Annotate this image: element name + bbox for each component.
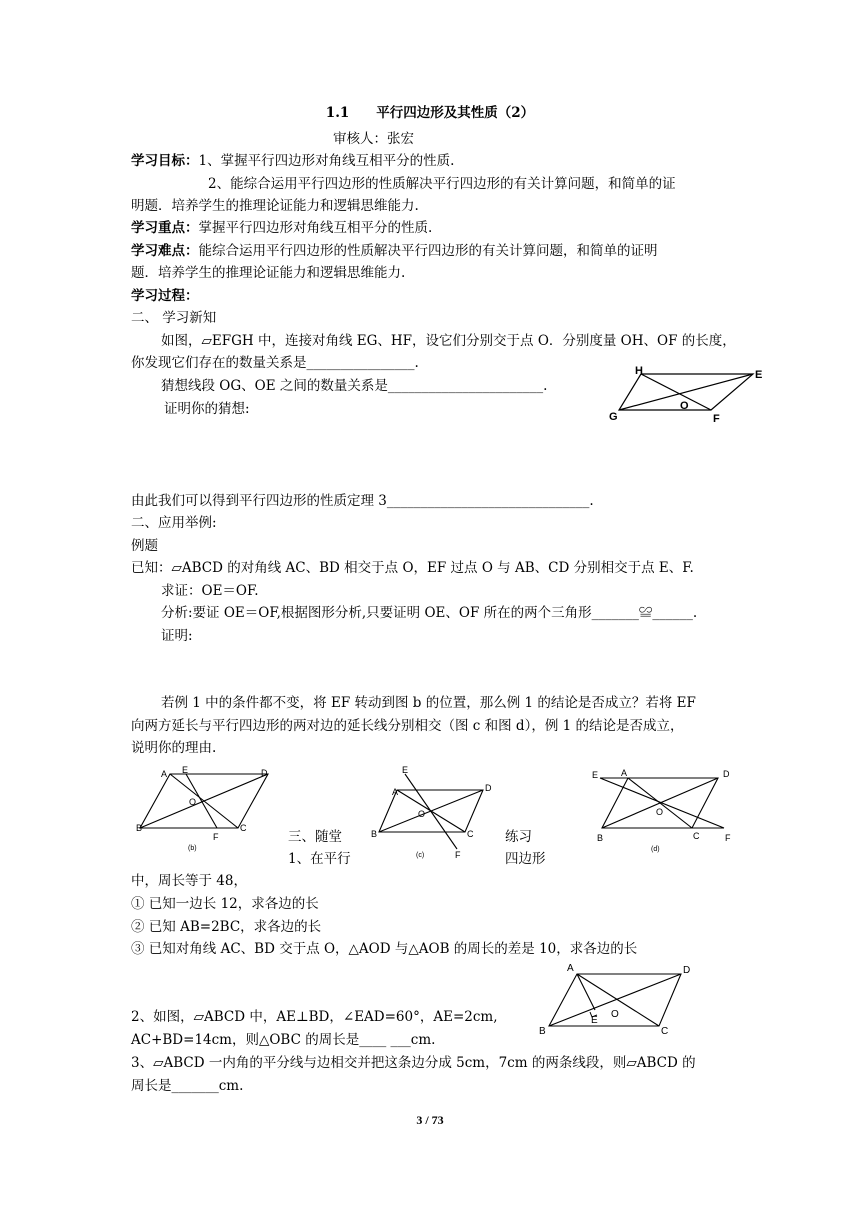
label-h: H bbox=[635, 365, 643, 377]
q2-label-c: C bbox=[661, 1026, 669, 1037]
d-label-f: F bbox=[725, 833, 731, 843]
q2-label-d: D bbox=[683, 965, 691, 976]
goals-label: 学习目标： bbox=[131, 153, 199, 169]
q2-a: 2、如图，▱ABCD 中，AE⊥BD，∠EAD=60°，AE=2cm, bbox=[131, 1009, 498, 1025]
p5-a: 若例 1 中的条件都不变，将 EF 转动到图 b 的位置，那么例 1 的结论是否成立？若将 EF bbox=[161, 695, 696, 711]
section-application: 二、应用举例: bbox=[131, 515, 217, 531]
process-label: 学习过程： bbox=[131, 288, 199, 304]
figure-parallelogram-efgh bbox=[605, 362, 765, 424]
b-label-a: A bbox=[161, 769, 168, 779]
p3: 证明你的猜想: bbox=[164, 401, 250, 417]
figure-d bbox=[588, 765, 738, 855]
known: 已知：▱ABCD 的对角线 AC、BD 相交于点 O，EF 过点 O 与 AB、CD 分别相交于点 E、F. bbox=[131, 560, 694, 576]
key-line bbox=[131, 218, 432, 238]
proof-label: 证明: bbox=[161, 628, 193, 644]
page-number: 3 / 73 bbox=[416, 1113, 444, 1127]
d-caption: (d) bbox=[651, 846, 660, 853]
d-label-b: B bbox=[597, 833, 604, 843]
key-label: 学习重点： bbox=[131, 220, 199, 236]
section-practice-d: 四边形 bbox=[505, 851, 546, 867]
label-o: O bbox=[680, 400, 689, 412]
p1-b: 你发现它们存在的数量关系是________________. bbox=[131, 355, 419, 371]
diff-label: 学习难点： bbox=[131, 243, 199, 259]
c-caption: (c) bbox=[416, 852, 425, 859]
diff-line bbox=[131, 241, 658, 261]
d-label-a: A bbox=[621, 768, 628, 778]
q1-intro: 中，周长等于 48， bbox=[131, 873, 247, 889]
figure-b bbox=[130, 765, 280, 855]
c-label-f: F bbox=[455, 850, 461, 860]
c-label-o: O bbox=[418, 809, 426, 819]
c-label-c: C bbox=[467, 829, 474, 839]
q2-label-e: E bbox=[591, 1015, 598, 1026]
section-practice-a: 三、随堂 bbox=[288, 829, 342, 845]
figure-q2 bbox=[537, 960, 707, 1040]
example-label: 例题 bbox=[131, 538, 158, 554]
d-label-c: C bbox=[693, 831, 700, 841]
label-g: G bbox=[609, 411, 618, 423]
goal1: 1、掌握平行四边形对角线互相平分的性质. bbox=[198, 153, 455, 169]
q1-item-3: ③ 已知对角线 AC、BD 交于点 O，△AOD 与△AOB 的周长的差是 10，求各边的长 bbox=[131, 941, 638, 957]
q3-a: 3、▱ABCD 一内角的平分线与边相交并把这条边分成 5cm，7cm 的两条线段，则▱ABCD 的 bbox=[131, 1055, 696, 1071]
p5-c: 说明你的理由. bbox=[131, 740, 217, 756]
label-f: F bbox=[713, 413, 720, 424]
c-label-d: D bbox=[485, 783, 492, 793]
b-label-e: E bbox=[182, 765, 189, 775]
q2-b: AC+BD=14cm，则△OBC 的周长是____ ___cm. bbox=[131, 1032, 436, 1048]
goal2-b: 明题．培养学生的推理论证能力和逻辑思维能力. bbox=[131, 198, 419, 214]
d-label-d: D bbox=[723, 769, 730, 779]
p1-a: 如图，▱EFGH 中，连接对角线 EG、HF，设它们分别交于点 O．分别度量 OH、OF 的长度， bbox=[161, 333, 736, 349]
d-label-o: O bbox=[656, 807, 664, 817]
q1-item-1: ① 已知一边长 12，求各边的长 bbox=[131, 896, 319, 912]
section-practice-b: 1、在平行 bbox=[288, 851, 351, 867]
q3-b: 周长是_______cm. bbox=[131, 1078, 244, 1094]
b-label-b: B bbox=[136, 823, 143, 833]
reviewer: 审核人：张宏 bbox=[333, 131, 414, 147]
b-label-d: D bbox=[261, 768, 268, 778]
p4: 由此我们可以得到平行四边形的性质定理 3______________________________. bbox=[131, 493, 594, 509]
label-e: E bbox=[755, 369, 763, 381]
b-label-o: O bbox=[189, 797, 197, 807]
page-title: 1.1 平行四边形及其性质（2） bbox=[325, 105, 535, 121]
p5-b: 向两方延长与平行四边形的两对边的延长线分别相交（图 c 和图 d），例 1 的结论是否成立， bbox=[131, 718, 684, 734]
q2-label-b: B bbox=[539, 1026, 546, 1037]
q2-label-o: O bbox=[611, 1009, 619, 1020]
key-text: 掌握平行四边形对角线互相平分的性质. bbox=[198, 220, 433, 236]
goal2-a: 2、能综合运用平行四边形的性质解决平行四边形的有关计算问题，和简单的证 bbox=[208, 176, 676, 192]
c-label-b: B bbox=[371, 829, 378, 839]
d-label-e: E bbox=[592, 770, 599, 780]
q1-item-2: ② 已知 AB=2BC，求各边的长 bbox=[131, 919, 322, 935]
b-label-f: F bbox=[213, 832, 219, 842]
diff-b: 题．培养学生的推理论证能力和逻辑思维能力. bbox=[131, 265, 406, 281]
analysis: 分析:要证 OE＝OF,根据图形分析,只要证明 OE、OF 所在的两个三角形_______≌______. bbox=[161, 605, 698, 621]
p2: 猜想线段 OG、OE 之间的数量关系是_______________________. bbox=[161, 378, 548, 394]
b-label-c: C bbox=[240, 823, 247, 833]
section-practice-c: 练习 bbox=[505, 829, 532, 845]
c-label-a: A bbox=[392, 787, 399, 797]
q2-label-a: A bbox=[567, 963, 574, 974]
c-label-e: E bbox=[402, 765, 409, 775]
diff-a: 能综合运用平行四边形的性质解决平行四边形的有关计算问题，和简单的证明 bbox=[198, 243, 658, 259]
goal1-line bbox=[131, 151, 454, 171]
section-new-knowledge: 二、 学习新知 bbox=[131, 310, 217, 326]
b-caption: (b) bbox=[188, 845, 197, 852]
prove: 求证：OE＝OF. bbox=[161, 583, 259, 599]
figure-c bbox=[365, 765, 500, 865]
